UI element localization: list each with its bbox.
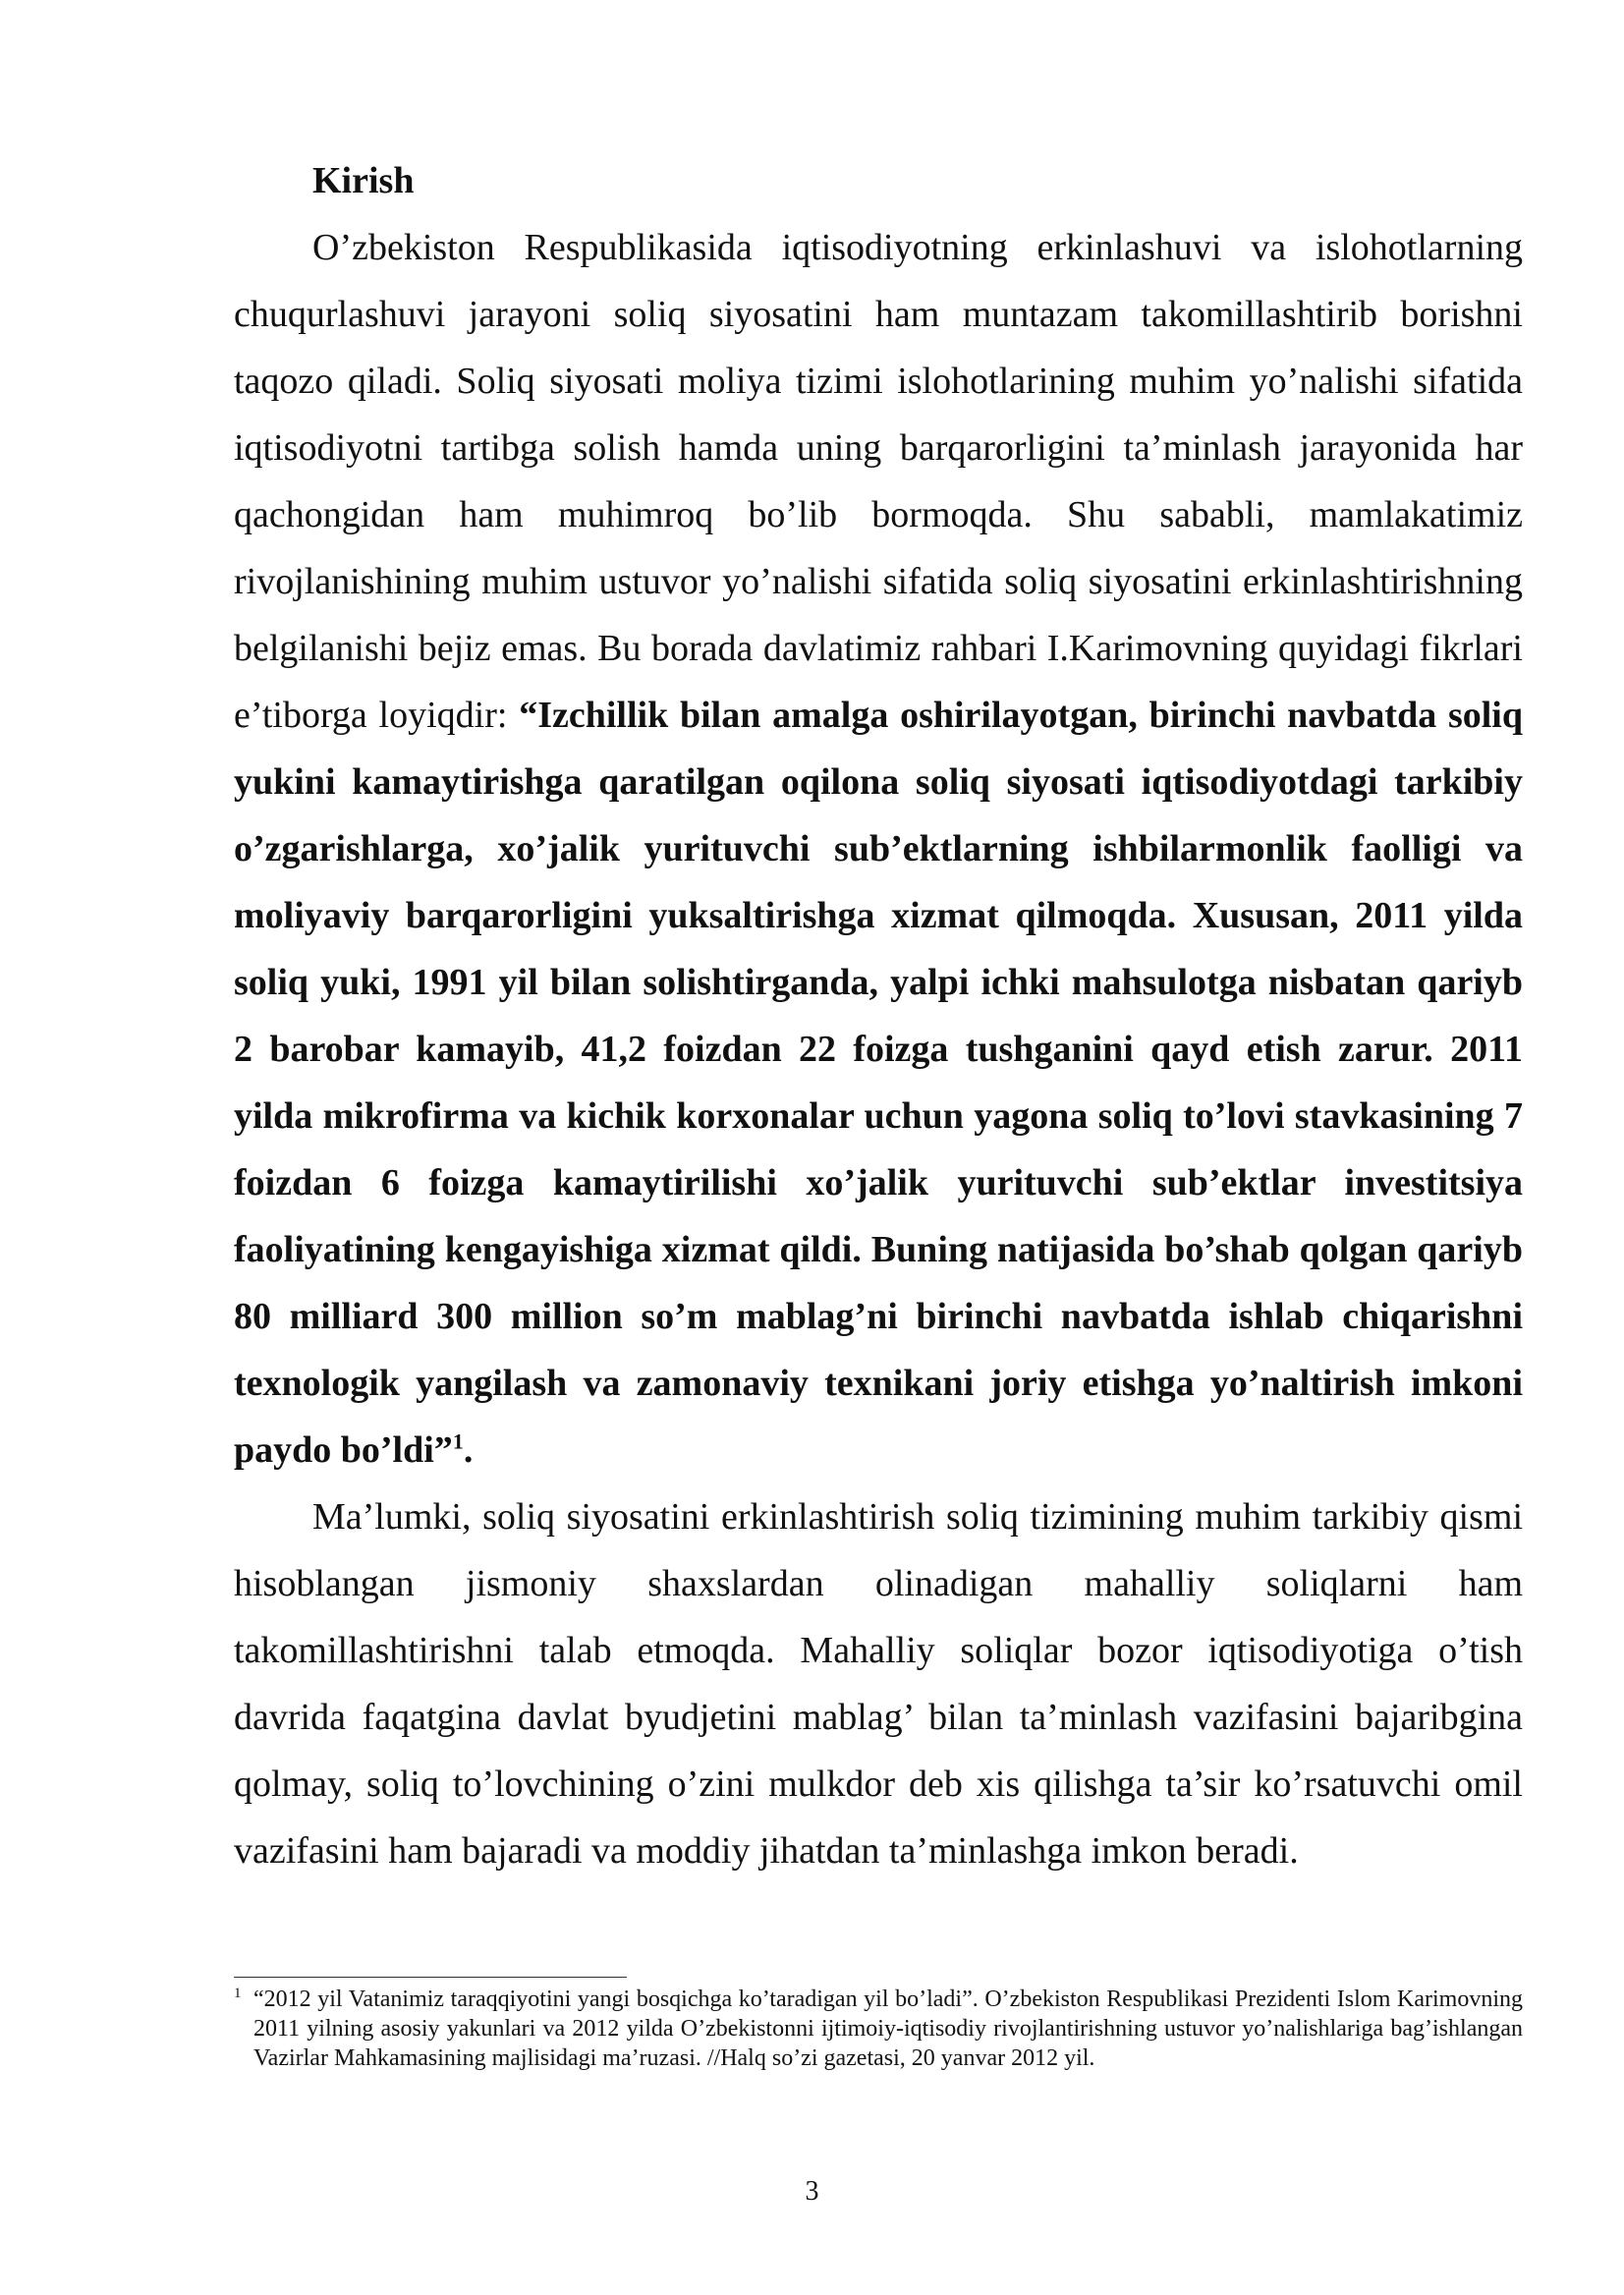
paragraph-intro-text: O’zbekiston Respublikasida iqtisodiyotning erkinlashuvi va islohotlarning chuqurlashuvi jarayoni soliq siyosatini ham muntazam takomillashtirib borishni taqozo qiladi. Soliq siyosati moliya tizimi islohotlarining muhim yo’nalishi sifatida iqtisodiyotni tartibga solish hamda uning barqarorligini ta’minlash jarayonida har qachongidan ham muhimroq bo’lib bormoqda. Shu sababli, mamlakatimiz rivojlanishining muhim ustuvor yo’nalishi sifatida soliq siyosatini erkinlashtirishning belgilanishi bejiz emas. Bu borada davlatimiz rahbari I.Karimovning quyidagi fikrlari e’tiborga loyiqdir: [234,227,1523,736]
footnote-divider [234,1977,627,1978]
footnote [234,1985,1523,2073]
footnote-text: “2012 yil Vatanimiz taraqqiyotini yangi bosqichga ko’taradigan yil bo’ladi”. O’zbekiston Respublikasi Prezidenti Islom Karimovning 2011 yilning asosiy yakunlari va 2012 yilda O’zbekistonni ijtimoiy-iqtisodiy rivojlantirishning ustuvor yo’nalishlariga bag’ishlangan Vazirlar Mahkamasining majlisidagi ma’ruzasi. //Halq so’zi gazetasi, 20 yanvar 2012 yil. [253,1987,1523,2071]
karimov-quote: “Izchillik bilan amalga oshirilayotgan, birinchi navbatda soliq yukini kamaytirishga qaratilgan oqilona soliq siyosati iqtisodiyotdagi tarkibiy o’zgarishlarga, xo’jalik yurituvchi sub’ektlarning ishbilarmonlik faolligi va moliyaviy barqarorligini yuksaltirishga xizmat qilmoqda. Xususan, 2011 yilda soliq yuki, 1991 yil bilan solishtirganda, yalpi ichki mahsulotga nisbatan qariyb 2 barobar kamayib, 41,2 foizdan 22 foizga tushganini qayd etish zarur. 2011 yilda mikrofirma va kichik korxonalar uchun yagona soliq to’lovi stavkasining 7 foizdan 6 foizga kamaytirilishi xo’jalik yurituvchi sub’ektlar investitsiya faoliyatining kengayishiga xizmat qildi. Buning natijasida bo’shab qolgan qariyb 80 milliard 300 million so’m mablag’ni birinchi navbatda ishlab chiqarishni texnologik yangilash va zamonaviy texnikani joriy etishga yo’naltirish imkoni paydo bo’ldi” [234,695,1523,1471]
footnote-reference[interactable]: 1 [452,1428,464,1454]
paragraph-intro [234,214,1523,1483]
footnote-number: 1 [234,1986,242,2001]
page-number: 3 [805,2176,819,2207]
section-heading: Kirish [312,160,415,201]
document-body [234,147,1523,1884]
quote-end-period: . [463,1429,474,1471]
paragraph-local-taxes: Ma’lumki, soliq siyosatini erkinlashtirish soliq tizimining muhim tarkibiy qismi hisoblangan jismoniy shaxslardan olinadigan mahalliy soliqlarni ham takomillashtirishni talab etmoqda. Mahalliy soliqlar bozor iqtisodiyotiga o’tish davrida faqatgina davlat byudjetini mablag’ bilan ta’minlash vazifasini bajaribgina qolmay, soliq to’lovchining o’zini mulkdor deb xis qilishga ta’sir ko’rsatuvchi omil vazifasini ham bajaradi va moddiy jihatdan ta’minlashga imkon beradi. [234,1496,1523,1872]
